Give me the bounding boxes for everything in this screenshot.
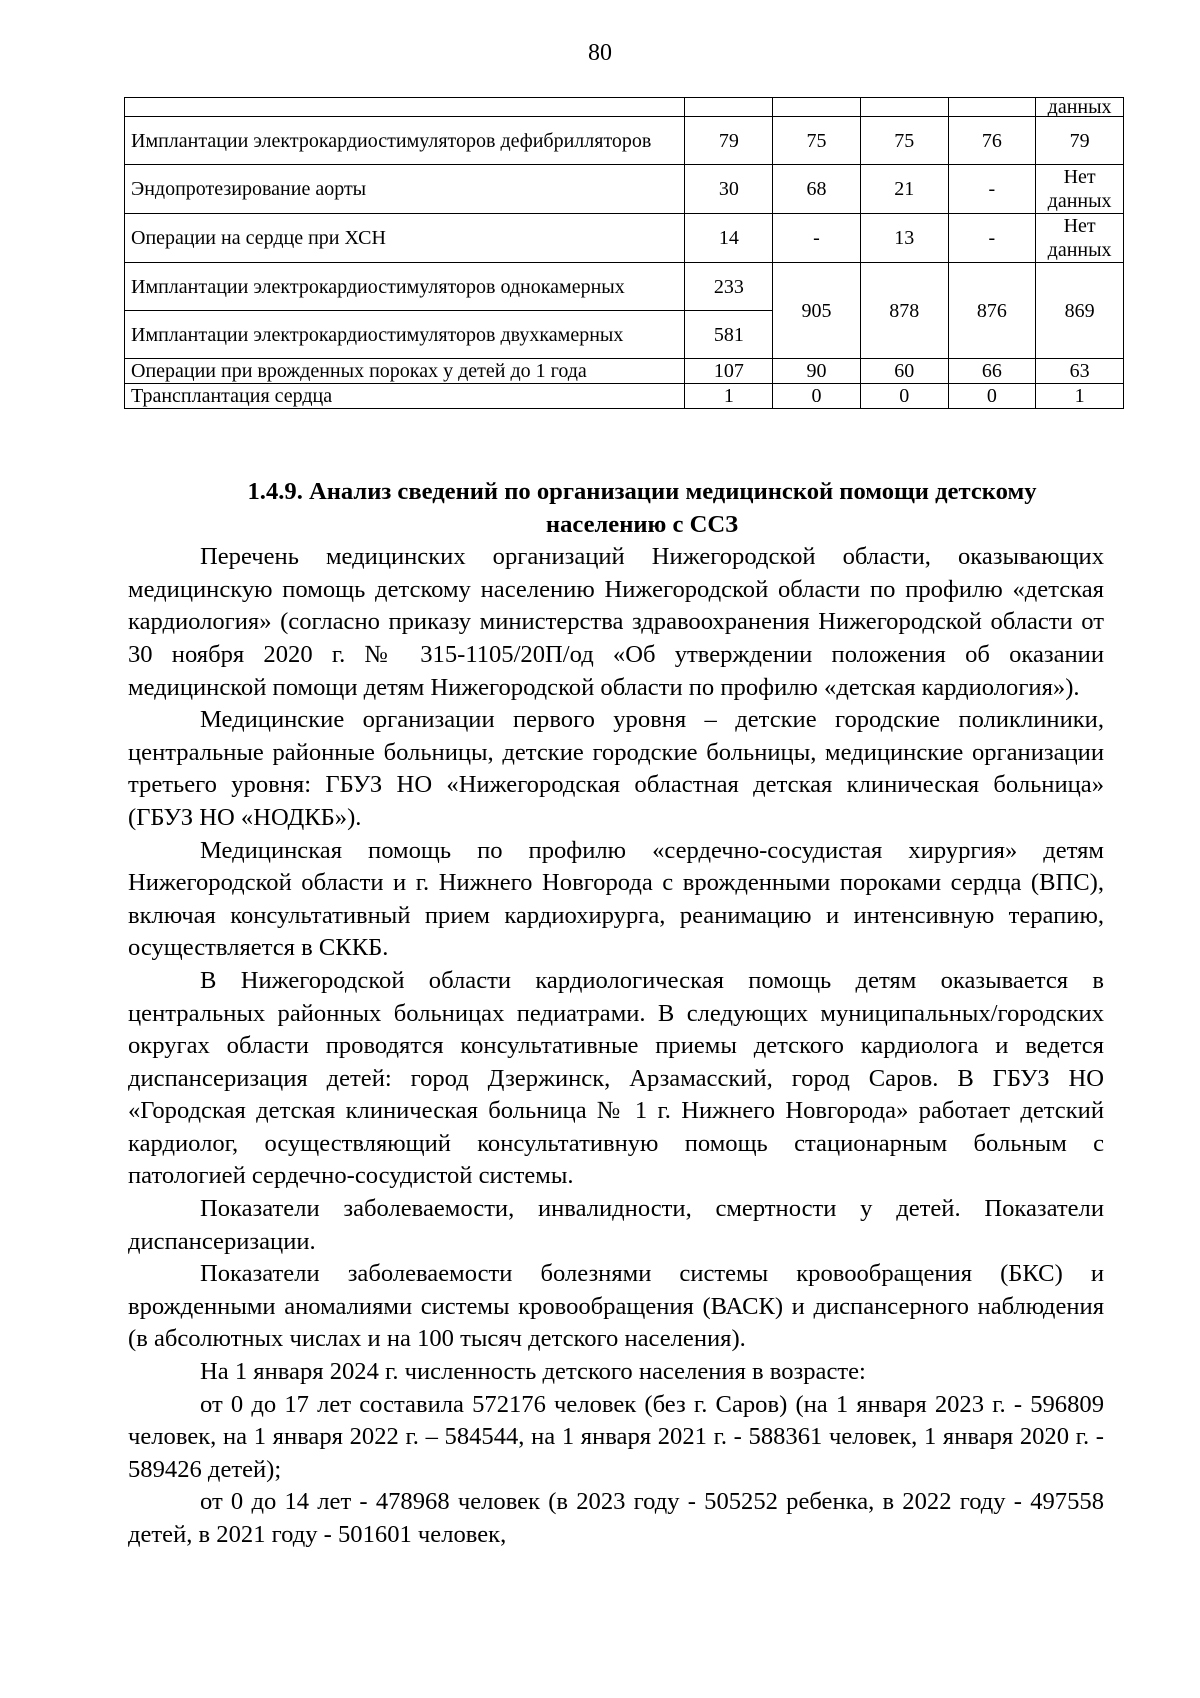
table-cell: - — [948, 214, 1036, 263]
surgery-stats-table — [124, 97, 1124, 409]
table-cell: 1 — [1036, 384, 1124, 409]
table-cell: 79 — [1036, 117, 1124, 165]
table-row — [125, 165, 1124, 214]
table-row — [125, 117, 1124, 165]
table-cell — [860, 98, 948, 117]
paragraph: Медицинская помощь по профилю «сердечно-сосудистая хирургия» детям Нижегородской области и г. Нижнего Новгорода с врожденными пороками сердца (ВПС), включая консультативный прием кардиохирурга, реанимацию и интенсивную терапию, осуществляется в СККБ. — [128, 836, 1104, 962]
table-cell: 0 — [948, 384, 1036, 409]
page-number: 80 — [588, 40, 612, 66]
table-row — [125, 98, 1124, 117]
section-heading — [128, 476, 1104, 541]
merged-cell: 878 — [860, 263, 948, 359]
section-heading-line: населению с ССЗ — [545, 510, 739, 538]
table-cell: Нет данных — [1036, 165, 1124, 214]
table-cell: 13 — [860, 214, 948, 263]
table-cell: 0 — [773, 384, 861, 409]
table-cell: 60 — [860, 359, 948, 384]
table-cell — [125, 98, 685, 117]
paragraph: В Нижегородской области кардиологическая помощь детям оказывается в центральных районных больницах педиатрами. В следующих муниципальных/городских округах области проводятся консультативные приемы детского кардиолога и ведется диспансеризация детей: город Дзержинск, Арзамасский, город Саров. В ГБУЗ НО «Городская детская клиническая больница № 1 г. Нижнего Новгорода» работает детский кардиолог, осуществляющий консультативную помощь стационарным больным с патологией сердечно-сосудистой системы. — [128, 966, 1104, 1190]
table-cell — [948, 98, 1036, 117]
row-label: Операции на сердце при ХСН — [125, 214, 685, 263]
table-cell: Нет данных — [1036, 214, 1124, 263]
paragraph: На 1 января 2024 г. численность детского населения в возрасте: — [200, 1358, 866, 1386]
table-cell: 21 — [860, 165, 948, 214]
table-cell: 66 — [948, 359, 1036, 384]
table-cell — [773, 98, 861, 117]
section-body — [128, 476, 1104, 1552]
merged-cell: 869 — [1036, 263, 1124, 359]
paragraph: Медицинские организации первого уровня – детские городские поликлиники, центральные районные больницы, детские городские больницы, медицинские организации третьего уровня: ГБУЗ НО «Нижегородская областная детская клиническая больница» (ГБУЗ НО «НОДКБ»). — [128, 706, 1104, 831]
paragraph: Перечень медицинских организаций Нижегородской области, оказывающих медицинскую помощь детскому населению Нижегородской области по профилю «детская кардиология» (согласно приказу министерства здравоохранения Нижегородской области от 30 ноября 2020 г. № 315-1105/20П/од «Об утверждении положения об оказании медицинской помощи детям Нижегородской области по профилю «детская кардиология»). — [128, 543, 1104, 701]
table-cell: 581 — [685, 311, 773, 359]
merged-cell: 905 — [773, 263, 861, 359]
paragraph: от 0 до 14 лет - 478968 человек (в 2023 году - 505252 ребенка, в 2022 году - 497558 детей, в 2021 году - 501601 человек, — [128, 1488, 1104, 1548]
merged-cell: 876 — [948, 263, 1036, 359]
row-label: Имплантации электрокардиостимуляторов двухкамерных — [125, 311, 685, 359]
table-cell: 90 — [773, 359, 861, 384]
table-cell: 76 — [948, 117, 1036, 165]
table-cell: 30 — [685, 165, 773, 214]
table-cell: 233 — [685, 263, 773, 311]
table-cell: 68 — [773, 165, 861, 214]
row-label: Имплантации электрокардиостимуляторов дефибрилляторов — [125, 117, 685, 165]
table-cell: 107 — [685, 359, 773, 384]
table-cell: 63 — [1036, 359, 1124, 384]
table-cell: - — [948, 165, 1036, 214]
row-label: Операции при врожденных пороках у детей до 1 года — [125, 359, 685, 384]
table-row — [125, 359, 1124, 384]
table-cell: 1 — [685, 384, 773, 409]
row-label: Эндопротезирование аорты — [125, 165, 685, 214]
paragraph: Показатели заболеваемости, инвалидности, смертности у детей. Показатели диспансеризации. — [128, 1195, 1104, 1255]
paragraph: от 0 до 17 лет составила 572176 человек (без г. Саров) (на 1 января 2023 г. - 596809 человек, на 1 января 2022 г. – 584544, на 1 января 2021 г. - 588361 человек, 1 января 2020 г. - 589426 детей); — [128, 1390, 1104, 1483]
table-row — [125, 263, 1124, 311]
table-row — [125, 214, 1124, 263]
section-heading-line: 1.4.9. Анализ сведений по организации медицинской помощи детскому — [247, 478, 1037, 505]
table-cell — [685, 98, 773, 117]
table-cell: 75 — [773, 117, 861, 165]
table-cell: 75 — [860, 117, 948, 165]
table-cell: - — [773, 214, 861, 263]
row-label: Имплантации электрокардиостимуляторов однокамерных — [125, 263, 685, 311]
table-cell: 79 — [685, 117, 773, 165]
table-cell: данных — [1036, 98, 1124, 117]
table-cell: 14 — [685, 214, 773, 263]
table-row — [125, 384, 1124, 409]
row-label: Трансплантация сердца — [125, 384, 685, 409]
paragraph: Показатели заболеваемости болезнями системы кровообращения (БКС) и врожденными аномалиями системы кровообращения (ВАСК) и диспансерного наблюдения (в абсолютных числах и на 100 тысяч детского населения). — [128, 1260, 1104, 1353]
table-cell: 0 — [860, 384, 948, 409]
